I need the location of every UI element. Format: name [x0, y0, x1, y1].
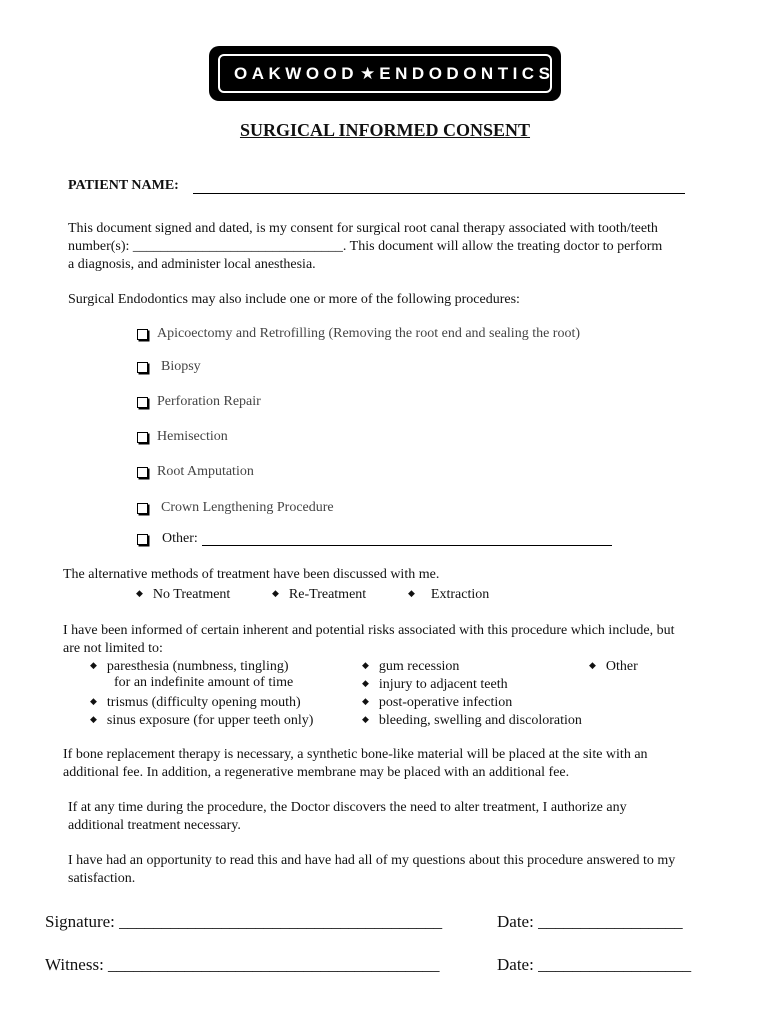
risks-line-2: are not limited to: [63, 641, 163, 656]
risk-item [589, 656, 638, 676]
bone-line-2: additional fee. In addition, a regenerative membrane may be placed with an additional fee. [63, 765, 570, 780]
checkbox[interactable] [137, 397, 148, 408]
checkbox[interactable] [137, 503, 148, 514]
checkbox[interactable] [137, 432, 148, 443]
procedure-item-root-amputation[interactable] [137, 464, 254, 480]
procedures-intro: Surgical Endodontics may also include one or more of the following procedures: [68, 292, 520, 307]
alternatives-intro: The alternative methods of treatment have been discussed with me. [63, 567, 440, 582]
risk-item [362, 674, 508, 694]
procedure-label: Root Amputation [157, 464, 254, 479]
alternative-item [272, 584, 366, 604]
risk-item [90, 710, 313, 730]
bullet-icon: ◆ [408, 588, 415, 598]
risk-label: post-operative infection [378, 695, 513, 710]
consent-line-1: This document signed and dated, is my consent for surgical root canal therapy associated with tooth/teeth [68, 221, 658, 236]
alter-line-1: If at any time during the procedure, the Doctor discovers the need to alter treatment, I authorize any [68, 800, 627, 815]
risk-label: gum recession [378, 659, 460, 674]
bullet-icon: ◆ [90, 714, 97, 724]
procedure-label: Crown Lengthening Procedure [161, 500, 334, 515]
checkbox[interactable] [137, 467, 148, 478]
oakwood-logo [209, 46, 561, 101]
alternative-label: Extraction [430, 587, 490, 602]
procedure-item-apicoectomy[interactable] [137, 326, 580, 342]
checkbox[interactable] [137, 329, 148, 340]
logo-text-right: ENDODONTICS [379, 63, 555, 83]
risk-item [362, 692, 512, 712]
alter-line-2: additional treatment necessary. [68, 818, 241, 833]
bullet-icon: ◆ [362, 714, 369, 724]
risk-label: trismus (difficulty opening mouth) [106, 695, 301, 710]
witness-date-field[interactable]: Date: __________________ [497, 955, 692, 974]
procedure-label: Other: [162, 531, 198, 546]
read-line-2: satisfaction. [68, 871, 136, 886]
other-procedure-field[interactable] [202, 532, 612, 546]
procedure-item-perforation-repair[interactable] [137, 394, 261, 410]
risks-line-1: I have been informed of certain inherent and potential risks associated with this procedure which include, but [63, 623, 675, 638]
read-line-1: I have had an opportunity to read this and have had all of my questions about this procedure answered to my [68, 853, 676, 868]
consent-line-2: number(s): ______________________________. This document will allow the treating doctor to perform [68, 239, 663, 254]
checkbox[interactable] [137, 534, 148, 545]
signature-date-field[interactable]: Date: _________________ [497, 912, 683, 931]
risk-item-continuation: for an indefinite amount of time [114, 675, 294, 690]
patient-name-field[interactable] [193, 193, 685, 194]
alternative-item [136, 584, 230, 604]
bullet-icon: ◆ [362, 660, 369, 670]
bullet-icon: ◆ [362, 678, 369, 688]
bullet-icon: ◆ [589, 660, 596, 670]
risk-label: paresthesia (numbness, tingling) [106, 659, 289, 674]
procedure-label: Hemisection [157, 429, 228, 444]
patient-name-label: PATIENT NAME: [68, 178, 179, 193]
procedure-label: Apicoectomy and Retrofilling (Removing the root end and sealing the root) [157, 326, 581, 341]
risk-label: sinus exposure (for upper teeth only) [106, 713, 314, 728]
bone-line-1: If bone replacement therapy is necessary, a synthetic bone-like material will be placed at the site with an [63, 747, 648, 762]
logo-frame [218, 54, 555, 93]
bullet-icon: ◆ [136, 588, 143, 598]
star-icon: ★ [360, 63, 376, 83]
risk-item [362, 656, 459, 676]
bullet-icon: ◆ [362, 696, 369, 706]
bullet-icon: ◆ [272, 588, 279, 598]
alternative-label: No Treatment [152, 587, 231, 602]
signature-field[interactable]: Signature: ______________________________________ [45, 912, 443, 931]
checkbox[interactable] [137, 362, 148, 373]
risk-label: Other [605, 659, 638, 674]
procedure-item-crown-lengthening[interactable] [137, 500, 334, 516]
procedure-item-other[interactable] [137, 531, 612, 547]
procedure-item-hemisection[interactable] [137, 429, 228, 445]
consent-line-3: a diagnosis, and administer local anesthesia. [68, 257, 316, 272]
risk-item [362, 710, 582, 730]
risk-label: injury to adjacent teeth [378, 677, 508, 692]
bullet-icon: ◆ [90, 660, 97, 670]
alternative-item [408, 584, 489, 604]
document-title: SURGICAL INFORMED CONSENT [239, 120, 531, 140]
procedure-item-biopsy[interactable] [137, 359, 201, 375]
risk-item [90, 656, 289, 676]
procedure-label: Biopsy [161, 359, 201, 374]
risk-label: bleeding, swelling and discoloration [378, 713, 582, 728]
risk-item [90, 692, 301, 712]
bullet-icon: ◆ [90, 696, 97, 706]
witness-field[interactable]: Witness: _______________________________________ [45, 955, 440, 974]
logo-text-left: OAKWOOD [234, 63, 359, 83]
procedure-label: Perforation Repair [157, 394, 261, 409]
alternative-label: Re-Treatment [288, 587, 367, 602]
